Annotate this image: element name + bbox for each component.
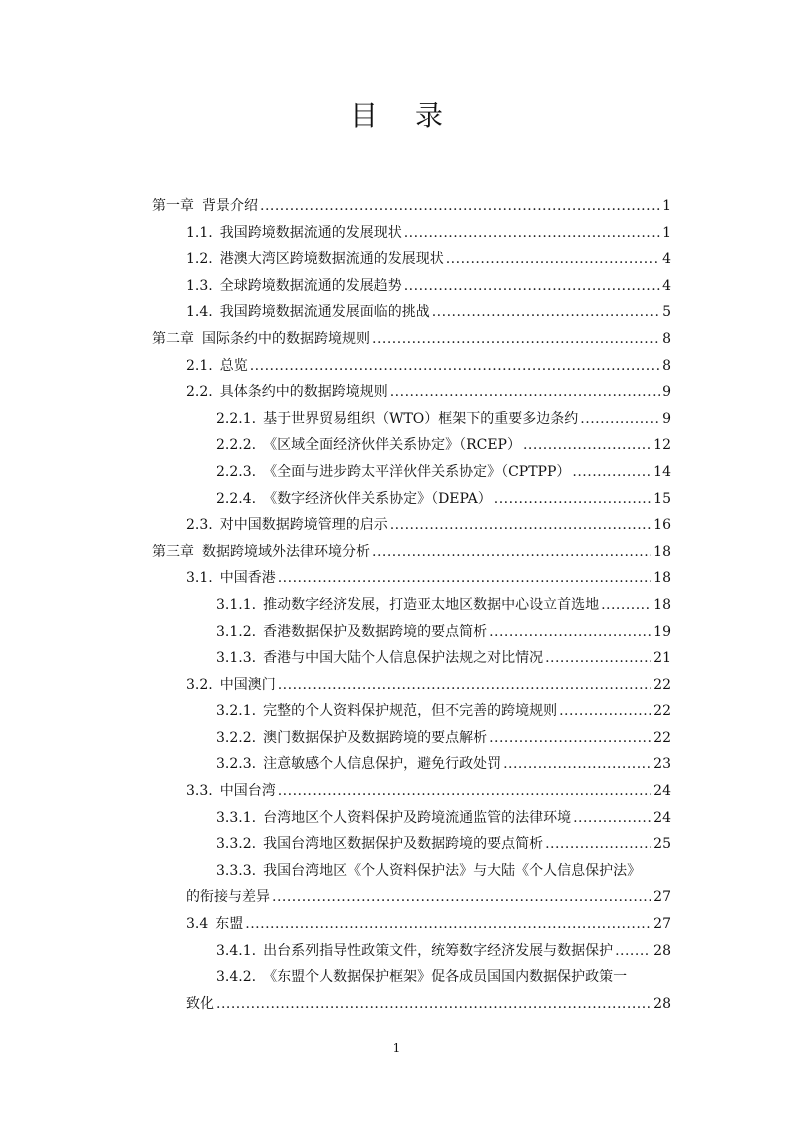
toc-entry[interactable] <box>0 964 793 991</box>
toc-entry[interactable] <box>0 299 793 326</box>
toc-entry-page: 4 <box>662 251 671 268</box>
toc-entry-number: 1.1. <box>186 224 213 241</box>
toc-dot-leader <box>278 565 651 592</box>
toc-entry-number: 3.3.2. <box>216 836 257 853</box>
toc-dot-leader <box>489 619 651 646</box>
toc-entry-page: 22 <box>653 703 671 720</box>
toc-dot-leader <box>372 539 651 566</box>
toc-entry-number: 3.3.1. <box>216 809 257 826</box>
toc-entry-title: 我国台湾地区《个人资料保护法》与大陆《个人信息保护法》 <box>263 862 642 879</box>
page-number: 1 <box>392 1041 401 1055</box>
toc-entry-page: 16 <box>653 517 671 534</box>
toc-entry-page: 18 <box>653 596 671 613</box>
toc-entry-page: 5 <box>662 304 671 321</box>
toc-entry-number: 第二章 <box>152 330 194 347</box>
toc-entry-number: 3.1. <box>186 570 213 587</box>
toc-entry-title: 香港数据保护及数据跨境的要点简析 <box>263 623 488 640</box>
toc-entry-title: 《东盟个人数据保护框架》促各成员国国内数据保护政策一 <box>263 969 628 986</box>
toc-entry-page: 9 <box>662 410 671 427</box>
toc-entry-page: 19 <box>653 623 671 640</box>
toc-entry[interactable] <box>0 619 793 646</box>
toc-entry-title: 中国香港 <box>219 570 276 587</box>
toc-entry-title: 《区域全面经济伙伴关系协定》（RCEP） <box>263 437 521 454</box>
toc-entry-page: 23 <box>653 756 671 773</box>
toc-entry-page: 21 <box>653 650 671 667</box>
toc-entry[interactable] <box>0 938 793 965</box>
toc-entry-page: 1 <box>662 198 671 214</box>
toc-entry-page: 9 <box>662 384 671 401</box>
toc-dot-leader <box>390 379 660 406</box>
toc-dot-leader <box>503 751 651 778</box>
toc-entry[interactable] <box>0 273 793 300</box>
toc-entry-number: 3.1.3. <box>216 650 257 667</box>
toc-entry-title: 推动数字经济发展，打造亚太地区数据中心设立首选地 <box>263 596 600 613</box>
toc-entry-number: 第一章 <box>152 198 194 214</box>
toc-entry-title: 台湾地区个人资料保护及跨境流通监管的法律环境 <box>263 809 572 826</box>
toc-dot-leader <box>545 831 651 858</box>
toc-entry-title: 香港与中国大陆个人信息保护法规之对比情况 <box>263 650 544 667</box>
toc-dot-leader <box>572 459 651 486</box>
toc-dot-leader <box>559 698 651 725</box>
toc-entry-title: 中国台湾 <box>219 783 276 800</box>
toc-entry-number: 2.1. <box>186 357 213 374</box>
toc-dot-leader <box>250 353 660 380</box>
toc-dot-leader <box>245 911 651 938</box>
toc-dot-leader <box>489 725 651 752</box>
toc-entry-number: 1.2. <box>186 251 213 268</box>
toc-entry-title: 致化 <box>186 995 214 1012</box>
toc-entry-page: 12 <box>653 437 671 454</box>
toc-dot-leader <box>615 938 651 965</box>
toc-entry-number: 2.2.1. <box>216 410 257 427</box>
toc-entry-title: 的衔接与差异 <box>186 889 270 906</box>
toc-dot-leader <box>523 432 651 459</box>
toc-entry-number: 2.2. <box>186 384 213 401</box>
toc-dot-leader <box>278 672 651 699</box>
toc-entry-number: 3.4 <box>186 916 209 933</box>
toc-entry-title: 中国澳门 <box>219 676 276 693</box>
toc-dot-leader <box>260 193 660 220</box>
toc-entry-page: 25 <box>653 836 671 853</box>
toc-entry[interactable] <box>0 193 793 220</box>
toc-dot-leader <box>545 645 651 672</box>
toc-entry[interactable] <box>0 831 793 858</box>
toc-entry[interactable] <box>0 884 793 911</box>
toc-entry[interactable] <box>0 326 793 353</box>
toc-entry[interactable] <box>0 459 793 486</box>
toc-entry-title: 数据跨境域外法律环境分析 <box>202 543 370 560</box>
toc-entry-title: 我国台湾地区数据保护及数据跨境的要点简析 <box>263 836 544 853</box>
toc-entry-title: 出台系列指导性政策文件，统筹数字经济发展与数据保护 <box>263 942 614 959</box>
toc-entry[interactable] <box>0 512 793 539</box>
toc-entry[interactable] <box>0 672 793 699</box>
toc-entry-page: 15 <box>653 490 671 507</box>
toc-entry-page: 4 <box>662 277 671 294</box>
toc-entry-title: 总览 <box>219 357 248 374</box>
toc-entry-number: 2.2.2. <box>216 437 257 454</box>
toc-entry-number: 3.1.1. <box>216 596 257 613</box>
toc-entry[interactable] <box>0 220 793 247</box>
toc-entry[interactable] <box>0 432 793 459</box>
toc-entry-title: 注意敏感个人信息保护，避免行政处罚 <box>263 756 502 773</box>
toc-entry-page: 8 <box>662 357 671 374</box>
toc-entry-title: 背景介绍 <box>202 198 258 214</box>
toc-entry[interactable] <box>0 406 793 433</box>
toc-entry-title: 具体条约中的数据跨境规则 <box>219 384 388 401</box>
toc-entry[interactable] <box>0 353 793 380</box>
toc-entry[interactable] <box>0 805 793 832</box>
toc-entry-page: 28 <box>653 942 671 959</box>
toc-entry-title: 澳门数据保护及数据跨境的要点解析 <box>263 729 488 746</box>
toc-entry-number: 2.3. <box>186 517 213 534</box>
toc-entry[interactable] <box>0 565 793 592</box>
toc-entry-title: 国际条约中的数据跨境规则 <box>202 330 370 347</box>
toc-entry-title: 基于世界贸易组织（WTO）框架下的重要多边条约 <box>263 410 579 427</box>
toc-entry-number: 3.2.2. <box>216 729 257 746</box>
toc-entry-number: 3.2.1. <box>216 703 257 720</box>
toc-entry-number: 3.4.1. <box>216 942 257 959</box>
toc-entry-page: 22 <box>653 729 671 746</box>
toc-entry-page: 14 <box>653 463 671 480</box>
toc-entry[interactable] <box>0 778 793 805</box>
toc-entry[interactable] <box>0 246 793 273</box>
toc-dot-leader <box>278 778 651 805</box>
toc-dot-leader <box>494 486 651 513</box>
toc-entry[interactable] <box>0 858 793 885</box>
toc-entry[interactable] <box>0 645 793 672</box>
toc-dot-leader <box>372 326 660 353</box>
toc-entry-number: 1.4. <box>186 304 213 321</box>
toc-entry[interactable] <box>0 725 793 752</box>
toc-entry-title: 我国跨境数据流通的发展现状 <box>219 224 402 241</box>
toc-entry[interactable] <box>0 911 793 938</box>
toc-entry-title: 完整的个人资料保护规范，但不完善的跨境规则 <box>263 703 558 720</box>
table-of-contents <box>0 193 793 1017</box>
toc-entry-page: 24 <box>653 809 671 826</box>
toc-entry-page: 27 <box>653 889 671 906</box>
toc-entry-title: 东盟 <box>215 916 244 933</box>
toc-entry-number: 第三章 <box>152 543 194 560</box>
toc-entry-title: 我国跨境数据流通发展面临的挑战 <box>219 304 430 321</box>
toc-entry[interactable] <box>0 486 793 513</box>
toc-entry-number: 3.3.3. <box>216 862 257 879</box>
toc-entry-number: 3.2.3. <box>216 756 257 773</box>
toc-entry-title: 对中国数据跨境管理的启示 <box>219 517 388 534</box>
toc-entry-number: 3.4.2. <box>216 969 257 986</box>
toc-entry[interactable] <box>0 379 793 406</box>
toc-entry-number: 2.2.4. <box>216 490 257 507</box>
toc-entry-page: 8 <box>662 330 671 347</box>
toc-entry-title: 《全面与进步跨太平洋伙伴关系协定》（CPTPP） <box>263 463 571 480</box>
toc-entry[interactable] <box>0 539 793 566</box>
toc-dot-leader <box>272 884 651 911</box>
toc-entry[interactable] <box>0 751 793 778</box>
toc-entry-page: 24 <box>653 783 671 800</box>
toc-dot-leader <box>580 406 660 433</box>
toc-dot-leader <box>432 299 660 326</box>
toc-dot-leader <box>404 220 660 247</box>
toc-entry-number: 1.3. <box>186 277 213 294</box>
toc-entry-page: 18 <box>653 543 671 560</box>
toc-entry-title: 全球跨境数据流通的发展趋势 <box>219 277 402 294</box>
toc-dot-leader <box>390 512 651 539</box>
toc-entry[interactable] <box>0 991 793 1018</box>
toc-entry-number: 3.2. <box>186 676 213 693</box>
toc-entry-page: 1 <box>662 224 671 241</box>
toc-dot-leader <box>404 273 660 300</box>
toc-dot-leader <box>446 246 660 273</box>
toc-entry-page: 18 <box>653 570 671 587</box>
toc-entry-number: 2.2.3. <box>216 463 257 480</box>
toc-entry[interactable] <box>0 698 793 725</box>
toc-dot-leader <box>573 805 651 832</box>
toc-entry-number: 3.1.2. <box>216 623 257 640</box>
toc-entry-number: 3.3. <box>186 783 213 800</box>
toc-entry-title: 《数字经济伙伴关系协定》（DEPA） <box>263 490 492 507</box>
toc-entry-page: 28 <box>653 995 671 1012</box>
toc-entry-page: 22 <box>653 676 671 693</box>
toc-entry-page: 27 <box>653 916 671 933</box>
page-title: 目 录 <box>350 99 457 132</box>
toc-dot-leader <box>216 991 651 1018</box>
toc-entry-title: 港澳大湾区跨境数据流通的发展现状 <box>219 251 444 268</box>
toc-entry[interactable] <box>0 592 793 619</box>
toc-dot-leader <box>601 592 651 619</box>
